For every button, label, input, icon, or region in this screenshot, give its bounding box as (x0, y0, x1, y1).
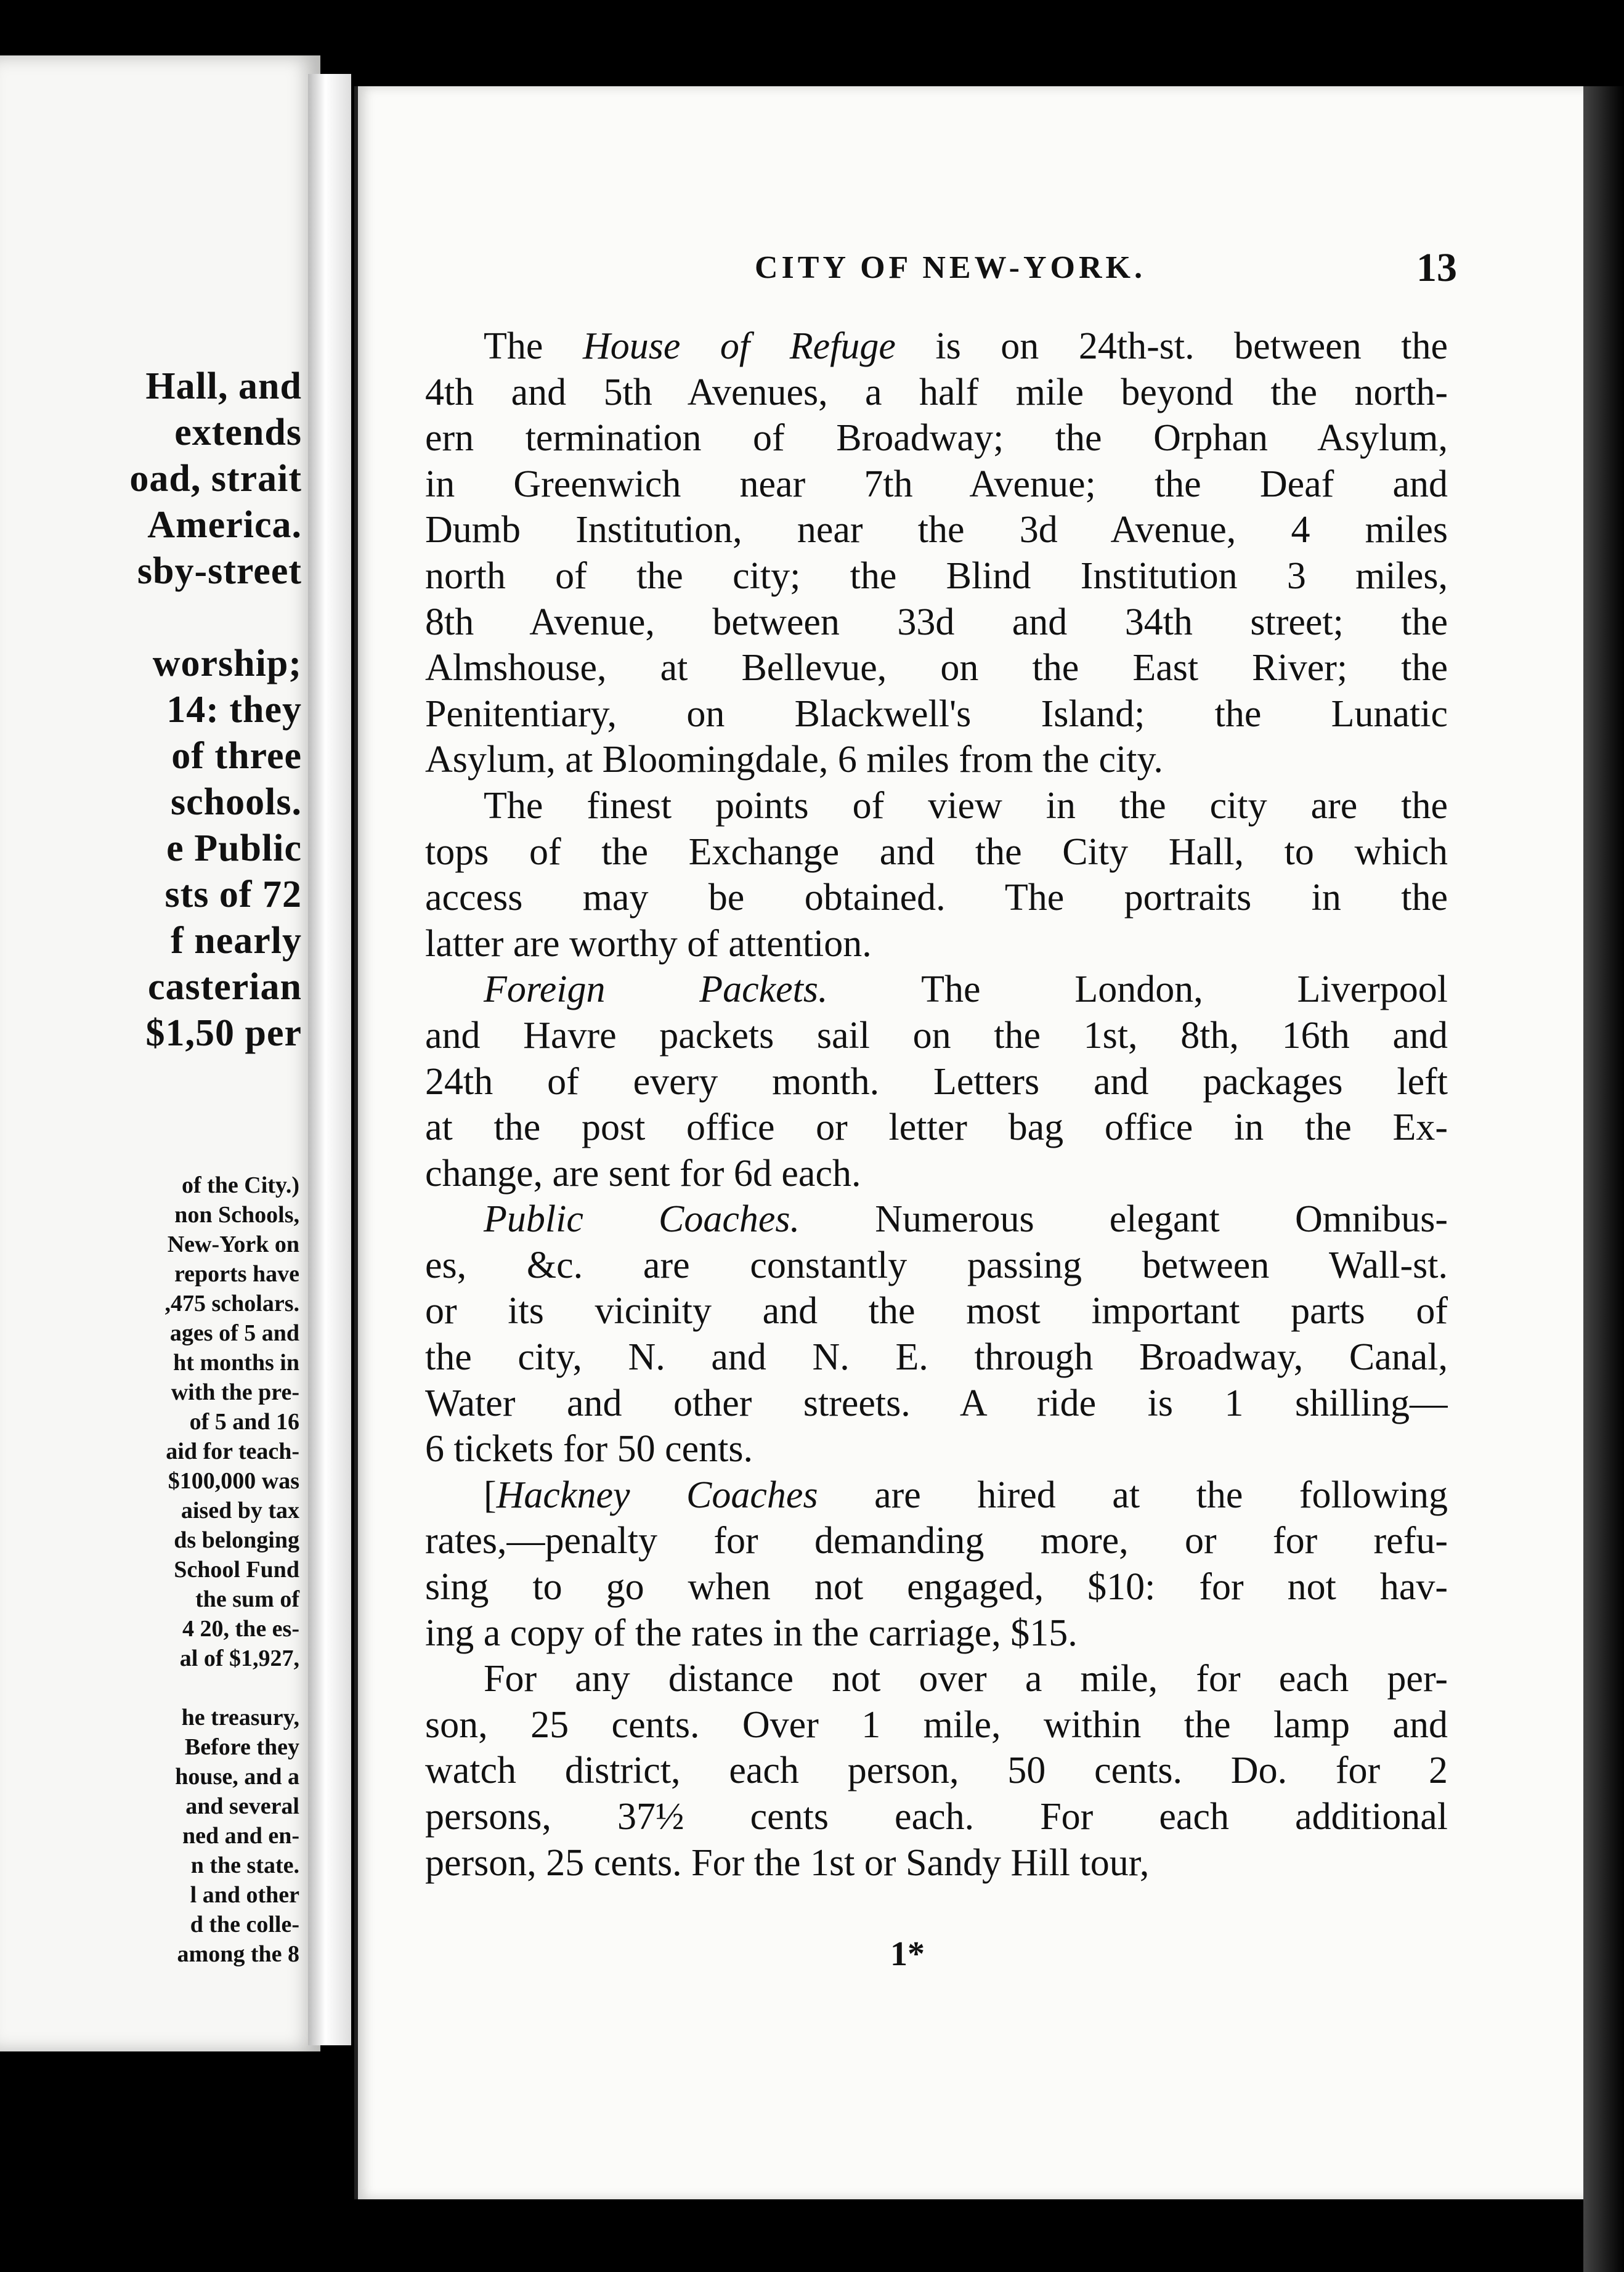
left-page-line: Hall, and (145, 365, 302, 407)
left-page-line: $1,50 per (145, 1012, 302, 1054)
body-line: 8th Avenue, between 33d and 34th street; the (425, 601, 1448, 643)
body-line: 4th and 5th Avenues, a half mile beyond the north- (425, 371, 1448, 413)
body-line: Dumb Institution, near the 3d Avenue, 4 miles (425, 509, 1448, 551)
body-line: 6 tickets for 50 cents. (425, 1428, 753, 1471)
left-page-footnote-line: among the 8 (177, 1941, 299, 1967)
left-page-line: sby-street (137, 550, 302, 592)
left-page-footnote-line: 4 20, the es- (182, 1616, 299, 1642)
body-line: watch district, each person, 50 cents. Do. for 2 (425, 1750, 1448, 1792)
body-line: es, &c. are constantly passing between Wall-st. (425, 1244, 1448, 1286)
body-line: Public Coaches. Numerous elegant Omnibus- (484, 1198, 1448, 1241)
body-line: The House of Refuge is on 24th-st. between the (484, 325, 1448, 367)
left-page-text-large (0, 363, 302, 1057)
left-page-footnote-line (0, 1673, 299, 1703)
body-line: and Havre packets sail on the 1st, 8th, 16th and (425, 1014, 1448, 1057)
signature-mark: 1* (890, 1935, 925, 1973)
left-page-footnote-line: ht months in (173, 1350, 299, 1376)
body-line: son, 25 cents. Over 1 mile, within the lamp and (425, 1703, 1448, 1746)
left-page-line: 14: they (166, 689, 302, 731)
left-page-footnote-line: ages of 5 and (169, 1320, 299, 1346)
left-page-footnote-line: l and other (190, 1882, 299, 1908)
left-page-footnote-line: and several (185, 1793, 299, 1819)
body-line: persons, 37½ cents each. For each additional (425, 1796, 1448, 1838)
left-page-footnote-line: School Fund (174, 1557, 299, 1583)
left-page-footnote-line: n the state. (190, 1852, 299, 1878)
body-line: [Hackney Coaches are hired at the following (484, 1474, 1448, 1516)
left-page-line: extends (174, 412, 302, 453)
scan-border-bottom (354, 2199, 1583, 2272)
left-page-footnote-line: aised by tax (181, 1498, 299, 1523)
left-page-footnote-line: with the pre- (171, 1379, 299, 1405)
left-page-footnote-line: ned and en- (182, 1823, 299, 1849)
body-line: 24th of every month. Letters and packages left (425, 1060, 1448, 1103)
body-line: Asylum, at Bloomingdale, 6 miles from the city. (425, 739, 1163, 781)
body-line: ing a copy of the rates in the carriage, $15. (425, 1612, 1078, 1654)
body-line: person, 25 cents. For the 1st or Sandy Hill tour, (425, 1841, 1150, 1884)
left-page-footnote-text (0, 1170, 299, 1969)
left-page-footnote-line: d the colle- (190, 1912, 299, 1937)
left-page-footnote-line: house, and a (175, 1764, 299, 1790)
left-page-footnote-line: Before they (184, 1734, 299, 1760)
body-line: change, are sent for 6d each. (425, 1152, 861, 1195)
left-page-line: oad, strait (129, 458, 302, 500)
body-line: The finest points of view in the city are the (484, 784, 1448, 827)
body-line: at the post office or letter bag office in the Ex- (425, 1106, 1448, 1149)
body-line: sing to go when not engaged, $10: for not hav- (425, 1566, 1448, 1609)
left-page-footnote-line: the sum of (195, 1586, 299, 1612)
body-line: Water and other streets. A ride is 1 shilling— (425, 1382, 1448, 1424)
body-line: ern termination of Broadway; the Orphan Asylum, (425, 417, 1448, 460)
body-line: access may be obtained. The portraits in the (425, 877, 1448, 919)
left-page-line: sts of 72 (164, 874, 302, 915)
body-line: the city, N. and N. E. through Broadway, Canal, (425, 1336, 1448, 1379)
left-page-footnote-line: $100,000 was (168, 1468, 299, 1494)
body-line: north of the city; the Blind Institution 3 miles, (425, 554, 1448, 597)
left-page-footnote-line: reports have (174, 1261, 299, 1287)
left-page-line: e Public (166, 827, 302, 869)
left-page-footnote-line: aid for teach- (166, 1438, 299, 1464)
body-text (425, 323, 1448, 1886)
page-gutter (308, 74, 351, 2045)
body-line: tops of the Exchange and the City Hall, to which (425, 830, 1448, 873)
body-line: Almshouse, at Bellevue, on the East River; the (425, 647, 1448, 689)
left-page-footnote-line: ,475 scholars. (164, 1291, 299, 1317)
left-page-line: schools. (171, 781, 302, 823)
left-page-line: worship; (152, 643, 302, 684)
page-number: 13 (1416, 245, 1457, 290)
facing-page-left (0, 55, 320, 2051)
left-page-footnote-line: al of $1,927, (179, 1645, 299, 1671)
left-page-footnote-line: New-York on (167, 1231, 299, 1257)
body-line: Penitentiary, on Blackwell's Island; the Lunatic (425, 692, 1448, 735)
body-line: For any distance not over a mile, for each per- (484, 1658, 1448, 1700)
left-page-footnote-line: of 5 and 16 (189, 1409, 299, 1435)
running-head-title: CITY OF NEW-YORK. (755, 250, 1146, 285)
left-page-line: f nearly (171, 920, 302, 962)
left-page-line: casterian (147, 966, 302, 1008)
left-page-footnote-line: ds belonging (174, 1527, 299, 1553)
left-page-footnote-line: non Schools, (174, 1202, 299, 1228)
left-page-footnote-line: he treasury, (181, 1705, 299, 1730)
scan-border-right (1583, 86, 1624, 2272)
body-line: or its vicinity and the most important parts of (425, 1290, 1448, 1333)
body-line: latter are worthy of attention. (425, 922, 872, 965)
body-line: in Greenwich near 7th Avenue; the Deaf and (425, 463, 1448, 505)
left-page-line (0, 594, 302, 641)
left-page-line: America. (147, 504, 302, 546)
left-page-footnote-line: of the City.) (181, 1172, 299, 1198)
body-line: rates,—penalty for demanding more, or for refu- (425, 1520, 1448, 1562)
running-head (755, 245, 1463, 299)
left-page-line: of three (171, 735, 302, 777)
body-line: Foreign Packets. The London, Liverpool (484, 968, 1448, 1011)
